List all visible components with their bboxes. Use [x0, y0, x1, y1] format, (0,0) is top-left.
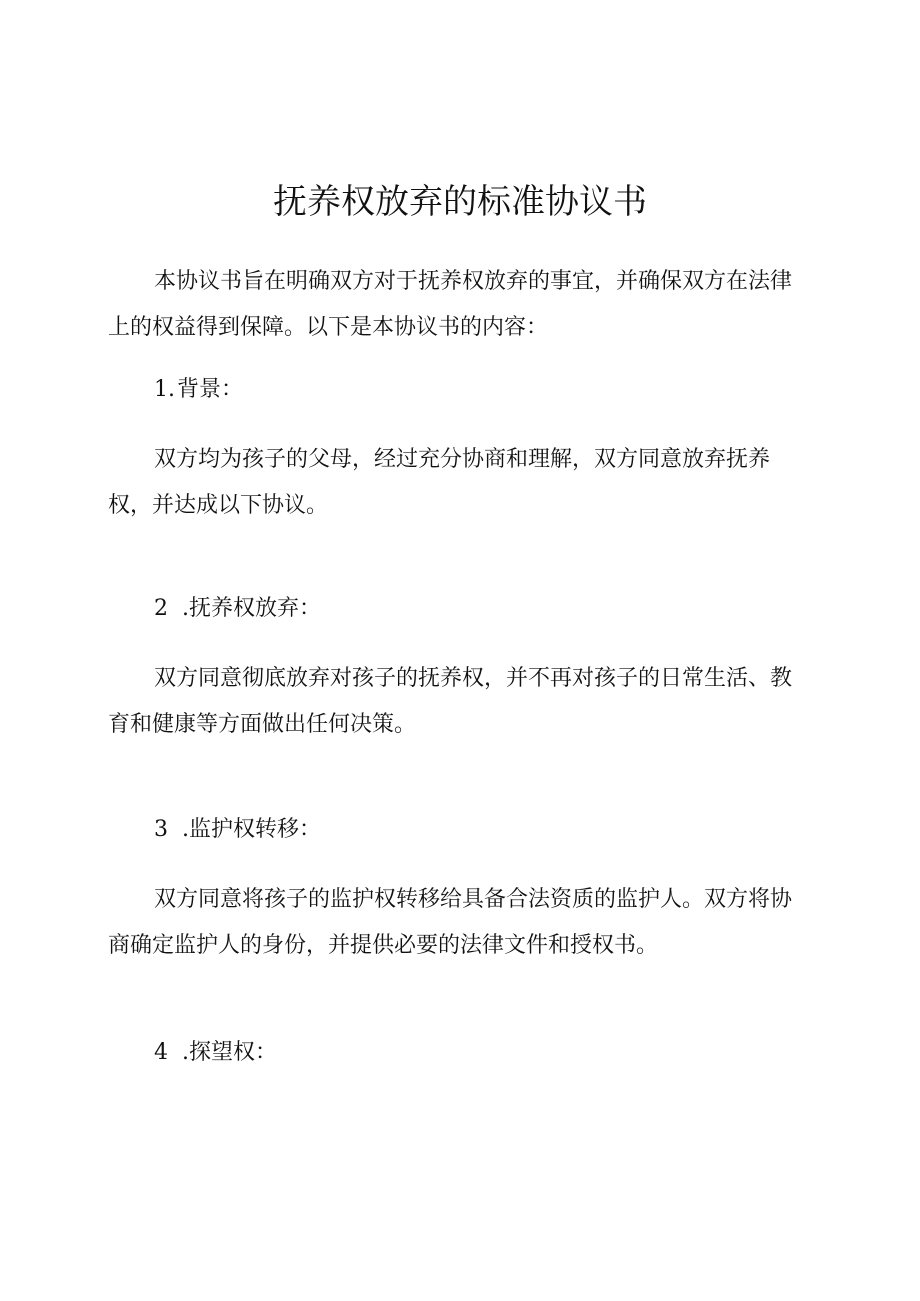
section-2-number: 2 [154, 596, 168, 621]
section-3-body: 双方同意将孩子的监护权转移给具备合法资质的监护人。双方将协商确定监护人的身份，并提供必要的法律文件和授权书。 [108, 887, 793, 958]
section-3-title: .监护权转移： [182, 817, 321, 842]
section-2-title: .抚养权放弃： [182, 596, 321, 621]
section-4-number: 4 [154, 1040, 168, 1065]
section-4-heading [154, 1030, 277, 1076]
section-2-heading [154, 586, 321, 632]
section-3-heading [154, 807, 321, 853]
section-1-body: 双方均为孩子的父母，经过充分协商和理解，双方同意放弃抚养权，并达成以下协议。 [108, 447, 771, 518]
section-2-body: 双方同意彻底放弃对孩子的抚养权，并不再对孩子的日常生活、教育和健康等方面做出任何决策。 [108, 666, 793, 737]
section-1-title: 背景： [177, 377, 244, 402]
intro-paragraph: 本协议书旨在明确双方对于抚养权放弃的事宜，并确保双方在法律上的权益得到保障。以下是本协议书的内容： [108, 269, 793, 340]
document-title: 抚养权放弃的标准协议书 [273, 182, 647, 222]
section-4-title: .探望权： [182, 1040, 277, 1065]
section-1-number: 1. [154, 377, 175, 402]
section-3-number: 3 [154, 817, 168, 842]
section-1-heading [154, 367, 243, 413]
